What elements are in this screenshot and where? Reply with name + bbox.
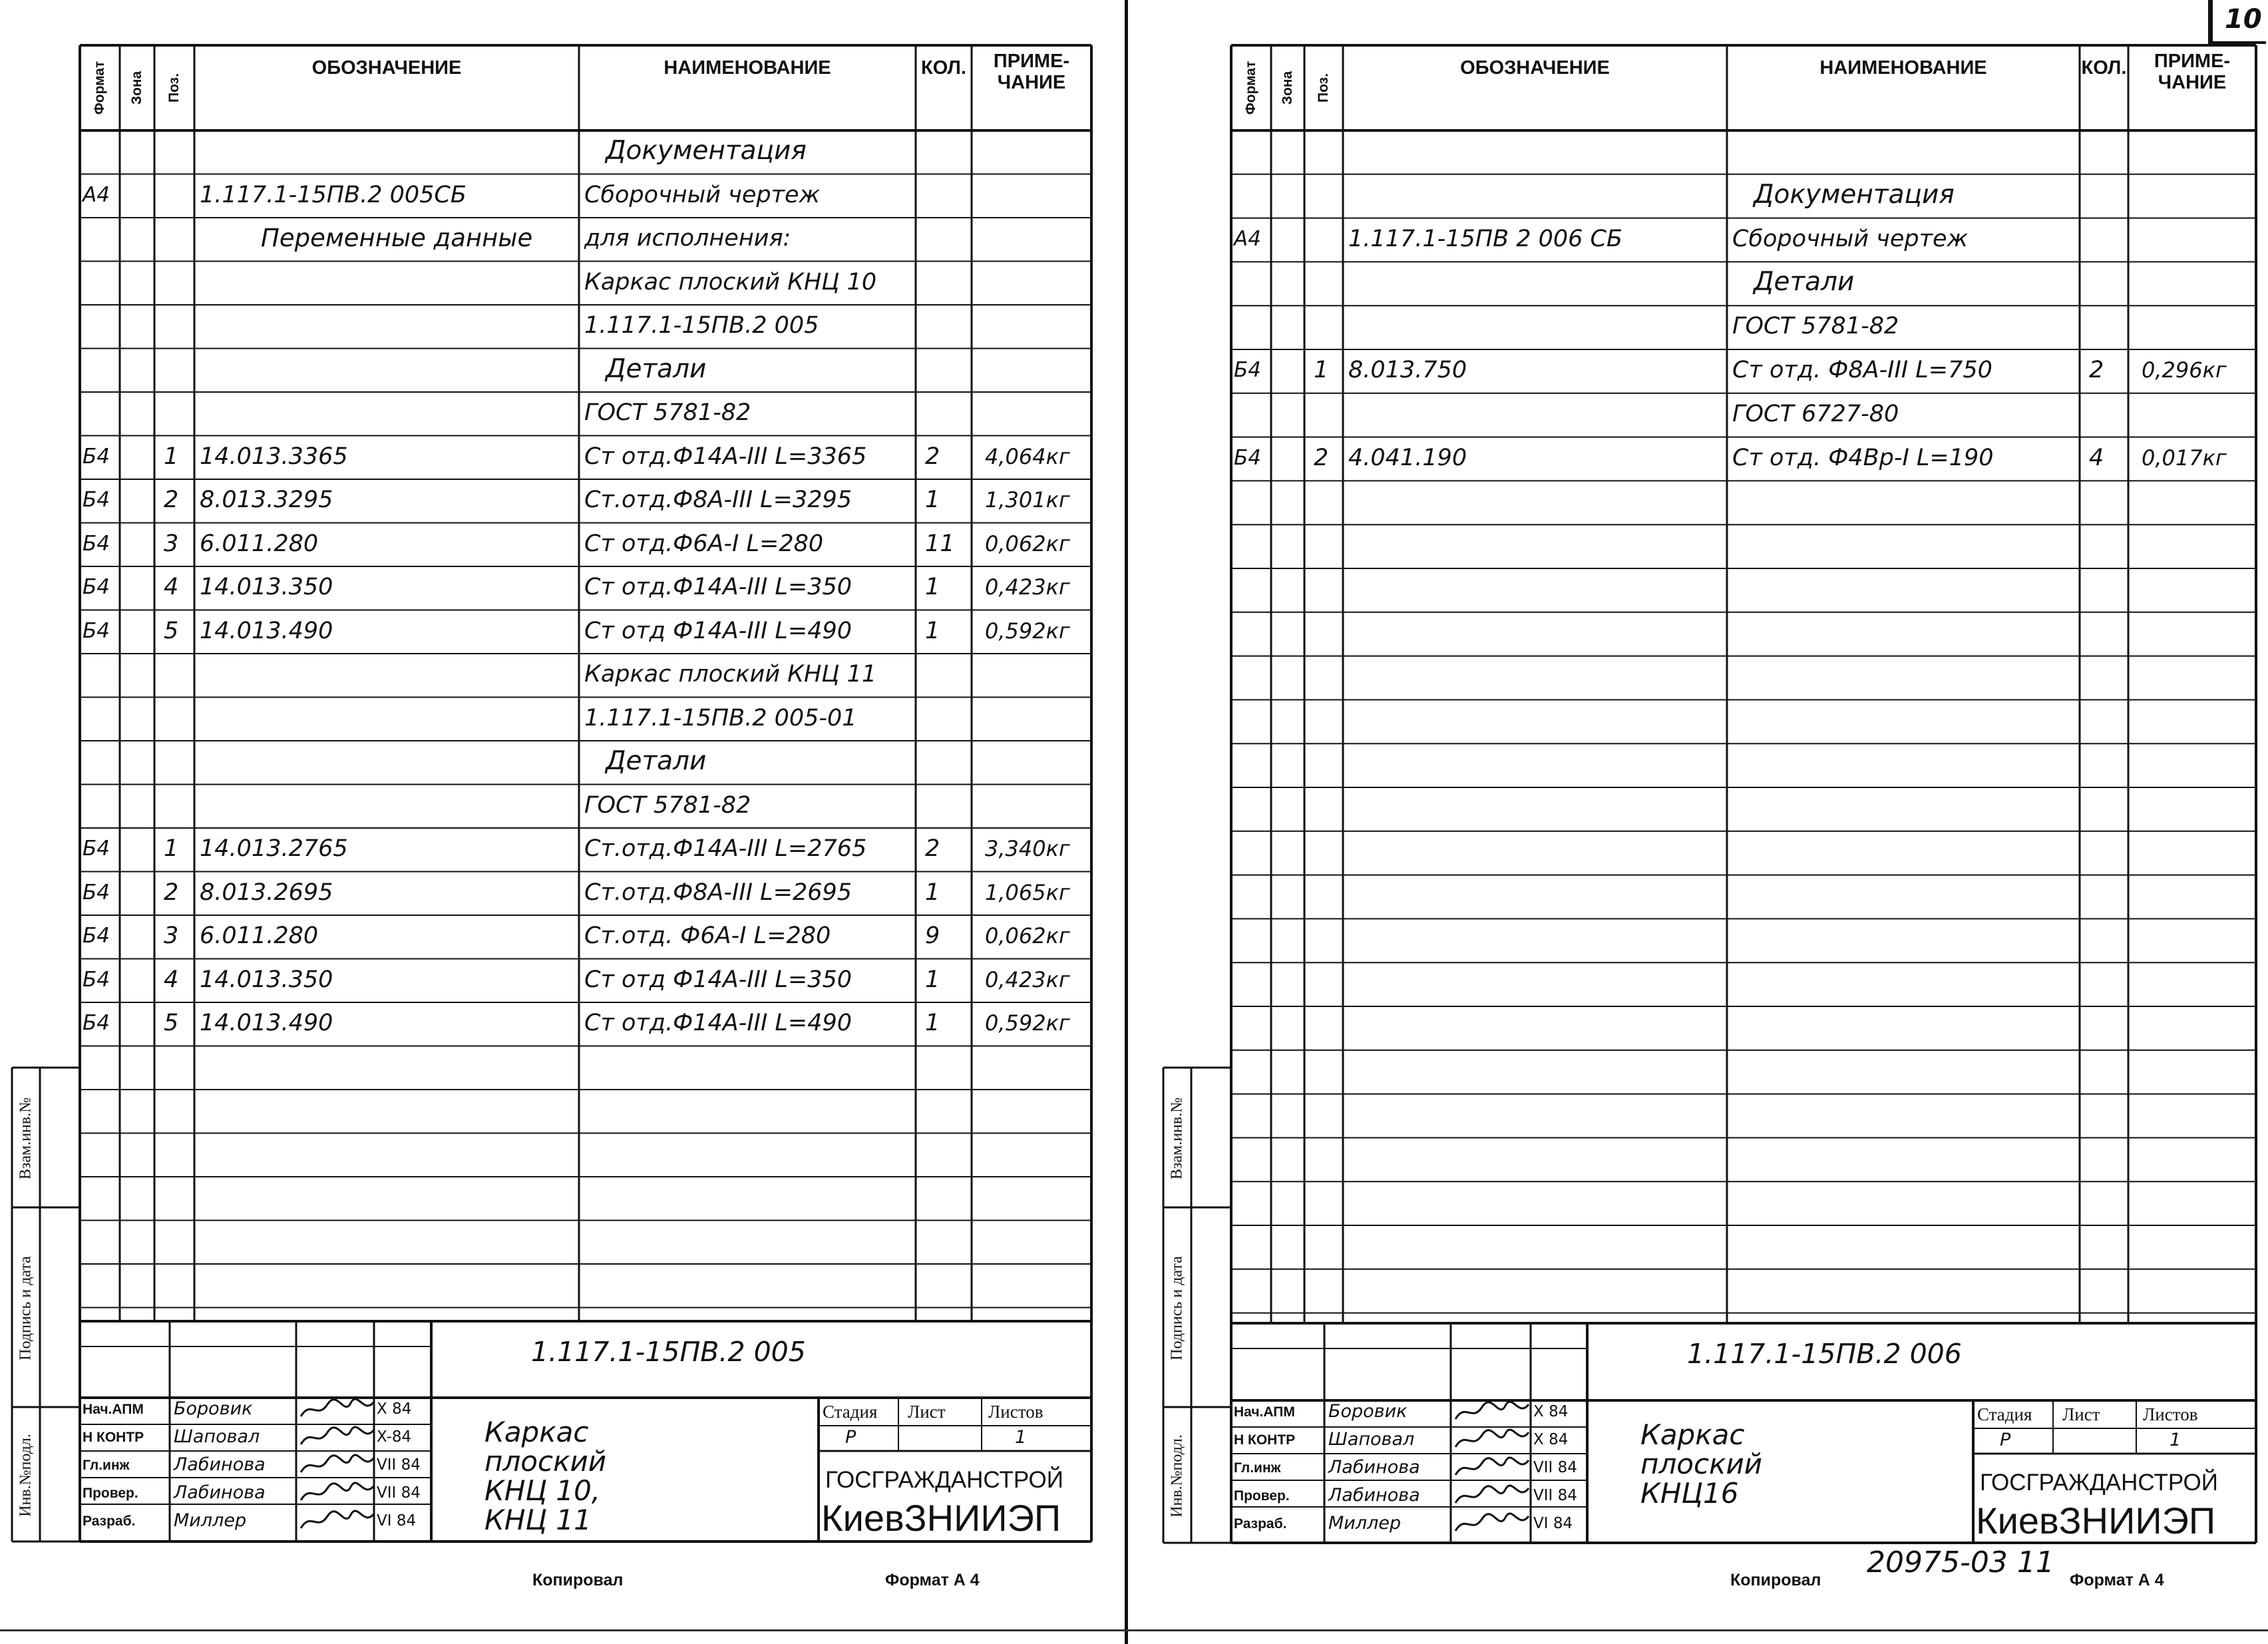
row-designation: 8.013.2695 (200, 879, 333, 906)
signer-date: X 84 (1533, 1403, 1569, 1420)
row-designation: 8.013.3295 (200, 487, 333, 513)
signature-mark (1452, 1511, 1532, 1538)
col-header-zone: Зона (129, 71, 144, 105)
signer-date: VI 84 (1533, 1515, 1573, 1532)
signer-role: Разраб. (83, 1514, 136, 1529)
row-position: 1 (164, 835, 179, 862)
col-header-format: Формат (92, 61, 107, 115)
row-quantity: 2 (925, 835, 940, 862)
row-designation: 6.011.280 (200, 923, 319, 949)
row-name: Каркас плоский КНЦ 10 (584, 268, 877, 296)
sheets-label: Листов (988, 1402, 1043, 1422)
signer-date: VI 84 (377, 1512, 417, 1530)
signer-name: Лабинова (1328, 1485, 1420, 1506)
row-format: А4 (83, 182, 110, 207)
row-quantity: 1 (925, 487, 940, 513)
signer-role: Разраб. (1234, 1516, 1287, 1532)
row-name: Ст.отд.Ф14А-III L=2765 (584, 835, 867, 862)
row-quantity: 2 (2089, 357, 2104, 383)
sheet-left (0, 0, 1125, 1644)
row-position: 3 (164, 923, 179, 949)
signer-role: Нач.АПМ (1234, 1404, 1295, 1420)
signer-role: Н КОНТР (1234, 1432, 1296, 1448)
signer-date: X-84 (377, 1428, 412, 1446)
signature-mark (297, 1480, 377, 1507)
row-section-title: Детали (606, 353, 707, 384)
stage-value: Р (2000, 1430, 2011, 1450)
col-header-name: НАИМЕНОВАНИЕ (663, 57, 831, 79)
organization-name: ГОСГРАЖДАНСТРОЙ (825, 1467, 1063, 1493)
row-quantity: 1 (925, 574, 940, 600)
row-quantity: 9 (925, 923, 940, 949)
signer-name: Миллер (1328, 1513, 1402, 1534)
row-note: 0,423кг (985, 966, 1070, 992)
signature-mark (297, 1424, 377, 1451)
organization-name: ГОСГРАЖДАНСТРОЙ (1980, 1470, 2218, 1496)
row-name: Каркас плоский КНЦ 11 (584, 661, 877, 688)
row-note: 3,340кг (985, 836, 1070, 861)
col-header-zone: Зона (1280, 71, 1295, 105)
footer-copied: Копировал (532, 1571, 624, 1589)
row-designation: 14.013.490 (200, 617, 333, 644)
row-name: ГОСТ 5781-82 (584, 399, 751, 426)
signer-date: VII 84 (1533, 1459, 1577, 1476)
sheet-right (1131, 0, 2268, 1644)
signature-mark (297, 1508, 377, 1535)
side-label-inv-original: Инв.№подл. (17, 1434, 35, 1517)
row-name: Ст отд.Ф14А-III L=3365 (584, 443, 867, 470)
row-format: Б4 (83, 531, 110, 556)
row-format: А4 (1234, 226, 1261, 251)
row-format: Б4 (83, 880, 110, 905)
row-note: 1,301кг (985, 487, 1070, 513)
row-section-title: Детали (1754, 267, 1855, 298)
row-position: 4 (164, 966, 179, 993)
row-name: Ст отд.Ф14А-III L=350 (584, 574, 852, 600)
signer-name: Лабинова (174, 1454, 266, 1475)
signature-mark (1452, 1455, 1532, 1482)
row-name: для исполнения: (584, 225, 791, 252)
side-label-inv-original: Инв.№подл. (1168, 1434, 1186, 1518)
footer-format: Формат А 4 (2070, 1571, 2164, 1589)
row-note: 0,423кг (985, 574, 1070, 600)
signer-name: Боровик (174, 1398, 253, 1419)
row-note: 0,062кг (985, 923, 1070, 948)
row-section-title: Документация (606, 136, 807, 166)
row-position: 1 (1314, 357, 1329, 383)
row-name: Сборочный чертеж (584, 181, 821, 208)
row-designation: 8.013.750 (1348, 357, 1467, 383)
row-position: 5 (164, 1010, 179, 1036)
signer-name: Шаповал (1328, 1429, 1415, 1450)
stage-label: Стадия (823, 1402, 878, 1422)
row-format: Б4 (83, 618, 110, 643)
col-header-pos: Поз. (1316, 73, 1331, 103)
sheets-label: Листов (2143, 1404, 2198, 1424)
row-quantity: 2 (925, 443, 940, 470)
sheets-value: 1 (2170, 1430, 2181, 1450)
col-header-designation: ОБОЗНАЧЕНИЕ (311, 57, 462, 79)
row-designation: 14.013.2765 (200, 835, 348, 862)
signer-name: Боровик (1328, 1401, 1408, 1422)
page-number: 10 (2225, 4, 2262, 35)
row-format: Б4 (1234, 445, 1261, 470)
row-note: 0,592кг (985, 618, 1070, 644)
row-name: Ст отд Ф14А-III L=490 (584, 617, 852, 644)
row-name: Ст.отд.Ф8А-III L=3295 (584, 487, 852, 513)
signature-mark (1452, 1483, 1532, 1510)
row-name: Ст отд. Ф8А-III L=750 (1732, 357, 1992, 383)
signer-date: VII 84 (377, 1484, 421, 1502)
row-format: Б4 (83, 924, 110, 948)
row-format: Б4 (1234, 358, 1261, 382)
row-position: 2 (164, 879, 179, 906)
row-name: Ст отд. Ф4Вр-I L=190 (1732, 444, 1994, 471)
row-note: 1,065кг (985, 879, 1070, 905)
row-name: Сборочный чертеж (1732, 225, 1969, 252)
signer-date: X 84 (377, 1400, 412, 1418)
side-label-inv-replace: Взам.инв.№ (17, 1097, 35, 1180)
document-title: Каркас плоский КНЦ16 (1640, 1418, 1763, 1510)
institute-name: КиевЗНИИЭП (1976, 1500, 2216, 1541)
row-designation: 1.117.1-15ПВ 2 006 СБ (1348, 225, 1622, 252)
row-designation: 6.011.280 (200, 530, 319, 557)
sheet-left-grid (0, 0, 1125, 1644)
row-designation: 14.013.350 (200, 574, 333, 600)
stage-label: Стадия (1977, 1404, 2032, 1424)
row-designation: 14.013.3365 (200, 443, 348, 470)
row-format: Б4 (83, 1011, 110, 1035)
col-header-format: Формат (1243, 61, 1258, 115)
signer-role: Н КОНТР (83, 1430, 144, 1445)
sheets-value: 1 (1015, 1427, 1027, 1448)
row-format: Б4 (83, 444, 110, 469)
footer-format: Формат А 4 (885, 1571, 980, 1589)
signature-mark (1452, 1399, 1532, 1426)
row-format: Б4 (83, 837, 110, 861)
col-header-qty: КОЛ. (921, 57, 966, 79)
signature-mark (1452, 1427, 1532, 1454)
row-position: 2 (1314, 444, 1329, 471)
row-quantity: 11 (925, 530, 955, 557)
row-position: 2 (164, 487, 179, 513)
row-name: 1.117.1-15ПВ.2 005-01 (584, 704, 857, 731)
row-designation: 14.013.350 (200, 966, 333, 993)
row-position: 1 (164, 443, 179, 470)
col-header-qty: КОЛ. (2081, 57, 2127, 79)
stage-value: Р (845, 1427, 856, 1448)
row-note: 0,017кг (2142, 445, 2227, 471)
row-format: Б4 (83, 575, 110, 599)
row-format: Б4 (83, 488, 110, 512)
signer-name: Лабинова (174, 1482, 266, 1503)
signer-role: Провер. (83, 1486, 138, 1501)
signer-role: Нач.АПМ (83, 1402, 144, 1417)
signer-name: Миллер (174, 1510, 247, 1531)
col-header-note: ПРИМЕ- ЧАНИЕ (2154, 51, 2231, 93)
signature-mark (297, 1396, 377, 1423)
row-position: 3 (164, 530, 179, 557)
row-name: Ст.отд. Ф6А-I L=280 (584, 923, 831, 949)
row-name: Ст отд Ф14А-III L=350 (584, 966, 852, 993)
signer-role: Гл.инж (83, 1458, 130, 1473)
signer-name: Шаповал (174, 1426, 260, 1447)
row-note: 0,296кг (2142, 357, 2227, 383)
sheet-label: Лист (908, 1402, 946, 1422)
col-header-pos: Поз. (166, 73, 182, 103)
row-note: 0,592кг (985, 1010, 1070, 1036)
signer-date: VII 84 (377, 1456, 421, 1474)
sheet-right-grid (1131, 0, 2268, 1644)
document-title: Каркас плоский КНЦ 10, КНЦ 11 (484, 1416, 607, 1536)
institute-name: КиевЗНИИЭП (821, 1497, 1061, 1539)
row-designation: 1.117.1-15ПВ.2 005СБ (200, 181, 467, 208)
row-designation: 4.041.190 (1348, 444, 1467, 471)
document-code: 1.117.1-15ПВ.2 006 (1687, 1338, 1962, 1370)
signer-date: X 84 (1533, 1431, 1569, 1448)
signer-role: Гл.инж (1234, 1460, 1281, 1476)
row-name: Ст отд.Ф14А-III L=490 (584, 1010, 852, 1036)
signer-role: Провер. (1234, 1488, 1290, 1504)
signer-name: Лабинова (1328, 1457, 1420, 1478)
side-label-inv-replace: Взам.инв.№ (1168, 1097, 1186, 1180)
document-code: 1.117.1-15ПВ.2 005 (531, 1336, 806, 1368)
col-header-note: ПРИМЕ- ЧАНИЕ (993, 51, 1070, 93)
col-header-designation: ОБОЗНАЧЕНИЕ (1460, 57, 1610, 79)
row-quantity: 1 (925, 617, 940, 644)
col-header-name: НАИМЕНОВАНИЕ (1819, 57, 1987, 79)
row-position: 5 (164, 617, 179, 644)
row-quantity: 1 (925, 966, 940, 993)
row-name: Ст.отд.Ф8А-III L=2695 (584, 879, 852, 906)
signer-date: VII 84 (1533, 1487, 1577, 1504)
footer-copied: Копировал (1730, 1571, 1821, 1589)
side-label-sign-date: Подпись и дата (17, 1256, 35, 1360)
row-section-title: Детали (606, 746, 707, 776)
sheet-label: Лист (2062, 1404, 2100, 1424)
row-format: Б4 (83, 967, 110, 992)
row-section-title: Документация (1754, 179, 1955, 210)
row-quantity: 1 (925, 1010, 940, 1036)
row-name: Ст отд.Ф6А-I L=280 (584, 530, 824, 557)
row-designation: 14.013.490 (200, 1010, 333, 1036)
side-label-sign-date: Подпись и дата (1168, 1256, 1186, 1360)
row-note: 4,064кг (985, 443, 1070, 469)
row-note: 0,062кг (985, 530, 1070, 556)
row-quantity: 4 (2089, 444, 2104, 471)
row-name: 1.117.1-15ПВ.2 005 (584, 312, 819, 339)
row-designation: Переменные данные (261, 224, 533, 252)
row-position: 4 (164, 574, 179, 600)
row-quantity: 1 (925, 879, 940, 906)
row-name: ГОСТ 6727-80 (1732, 400, 1899, 427)
row-name: ГОСТ 5781-82 (584, 791, 751, 819)
spread-divider (1125, 0, 1128, 1644)
archive-number: 20975-03 11 (1867, 1545, 2054, 1579)
signature-mark (297, 1452, 377, 1479)
row-name: ГОСТ 5781-82 (1732, 313, 1899, 340)
